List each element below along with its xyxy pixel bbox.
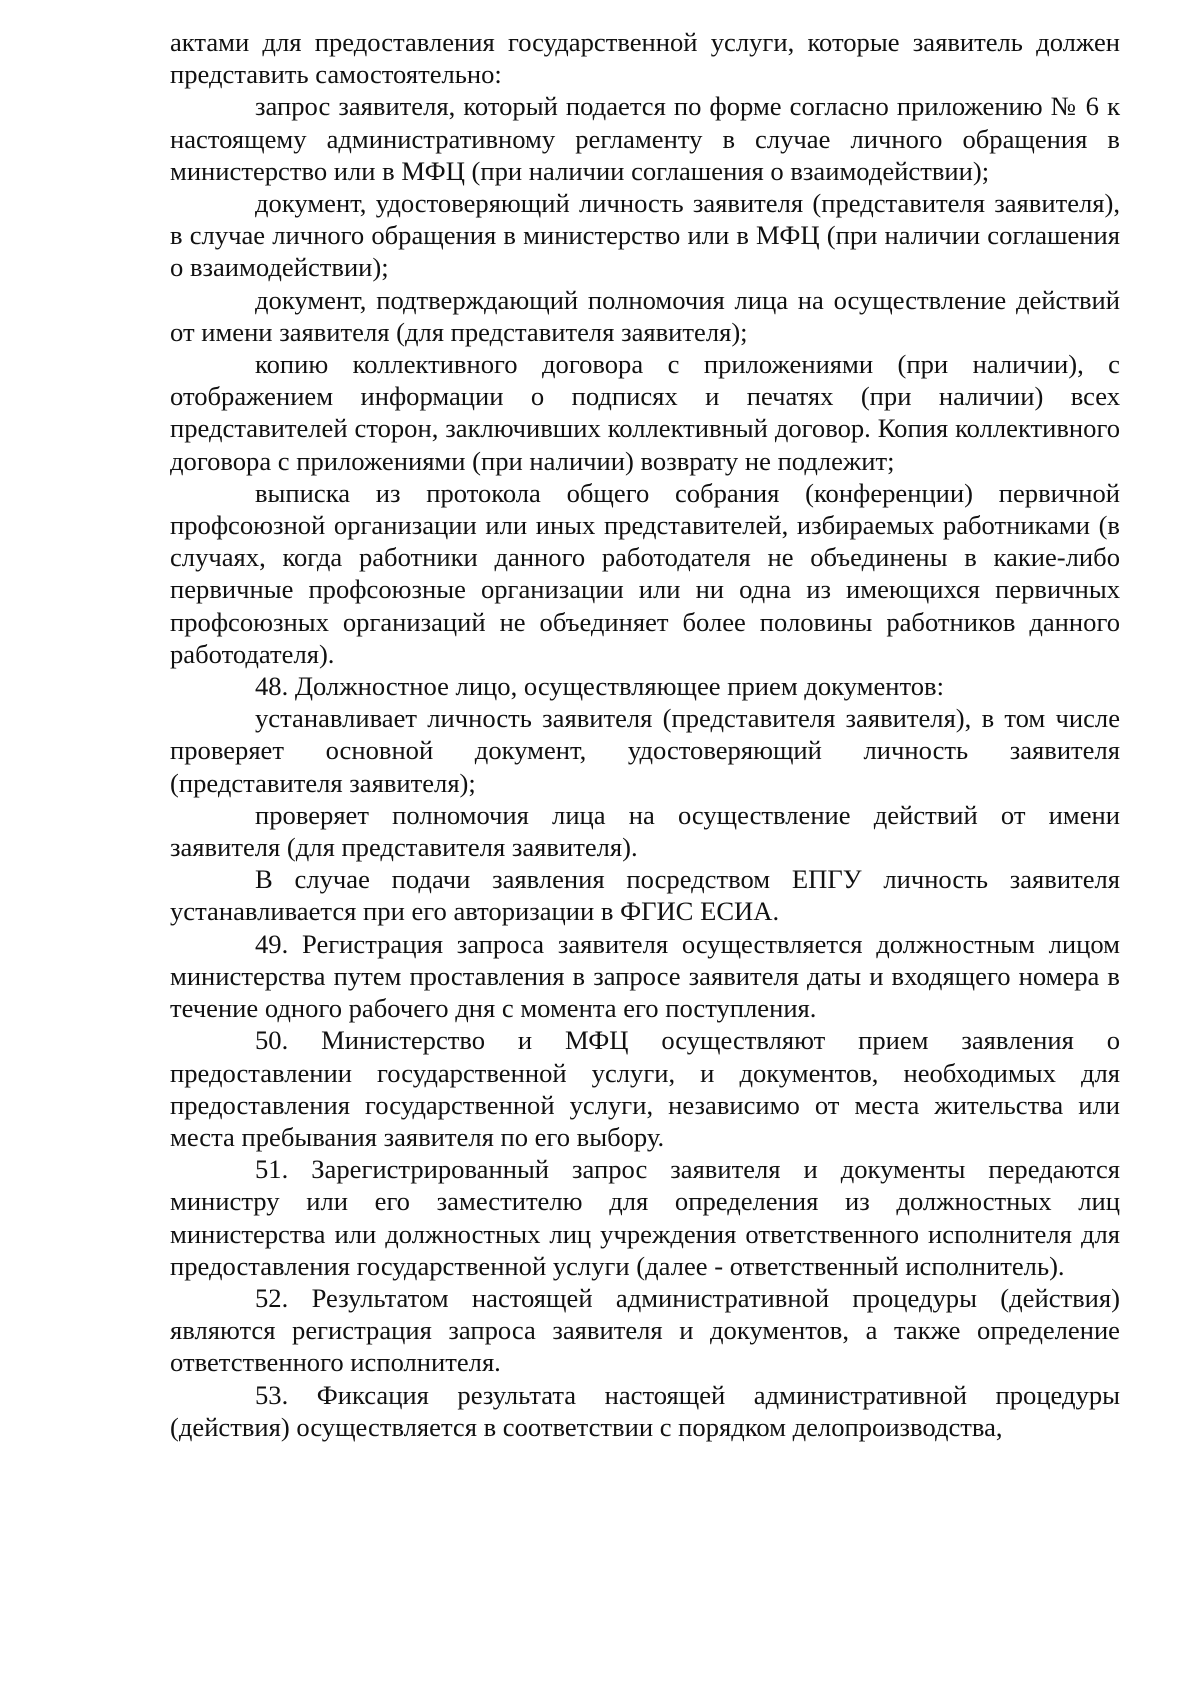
paragraph-item-52: 52. Результатом настоящей административной процедуры (действия) являются регистрация запроса заявителя и документов, а также определение ответственного исполнителя. [170, 1282, 1120, 1378]
paragraph-check-authority: проверяет полномочия лица на осуществление действий от имени заявителя (для представителя заявителя). [170, 799, 1120, 863]
paragraph-item-49: 49. Регистрация запроса заявителя осуществляется должностным лицом министерства путем проставления в запросе заявителя даты и входящего номера в течение одного рабочего дня с момента его поступления. [170, 928, 1120, 1024]
paragraph-collective-agreement: копию коллективного договора с приложениями (при наличии), с отображением информации о подписях и печатях (при наличии) всех представителей сторон, заключивших коллективный договор. Копия коллективного договора с приложениями (при наличии) возврату не подлежит; [170, 349, 1120, 476]
paragraph-item-48: 48. Должностное лицо, осуществляющее прием документов: [255, 671, 944, 702]
paragraph-continuation: актами для предоставления государственной услуги, которые заявитель должен представить самостоятельно: [170, 27, 1120, 90]
paragraph-item-53: 53. Фиксация результата настоящей административной процедуры (действия) осуществляется в соответствии с порядком делопроизводства, [170, 1379, 1120, 1442]
paragraph-epgu: В случае подачи заявления посредством ЕПГУ личность заявителя устанавливается при его авторизации в ФГИС ЕСИА. [170, 864, 1120, 927]
paragraph-meeting-extract: выписка из протокола общего собрания (конференции) первичной профсоюзной организации или иных представителей, избираемых работниками (в случаях, когда работники данного работодателя не объединены в какие-либо первичные профсоюзные организации или ни одна из имеющихся первичных профсоюзных организаций не объединяет более половины работников данного работодателя). [170, 477, 1120, 669]
document-body [170, 26, 1120, 1443]
paragraph-establish-identity: устанавливает личность заявителя (представителя заявителя), в том числе проверяет основной документ, удостоверяющий личность заявителя (представителя заявителя); [170, 703, 1120, 798]
paragraph-item-50: 50. Министерство и МФЦ осуществляют прием заявления о предоставлении государственной услуги, и документов, необходимых для предоставления государственной услуги, независимо от места жительства или места пребывания заявителя по его выбору. [170, 1025, 1120, 1152]
paragraph-request-form: запрос заявителя, который подается по форме согласно приложению № 6 к настоящему административному регламенту в случае личного обращения в министерство или в МФЦ (при наличии соглашения о взаимодействии); [170, 91, 1120, 186]
paragraph-authority-document: документ, подтверждающий полномочия лица на осуществление действий от имени заявителя (для представителя заявителя); [170, 284, 1120, 347]
paragraph-item-51: 51. Зарегистрированный запрос заявителя и документы передаются министру или его заместителю для определения из должностных лиц министерства или должностных лиц учреждения ответственного исполнителя для предоставления государственной услуги (далее - ответственный исполнитель). [170, 1154, 1120, 1281]
paragraph-identity-document: документ, удостоверяющий личность заявителя (представителя заявителя), в случае личного обращения в министерство или в МФЦ (при наличии соглашения о взаимодействии); [170, 188, 1120, 283]
